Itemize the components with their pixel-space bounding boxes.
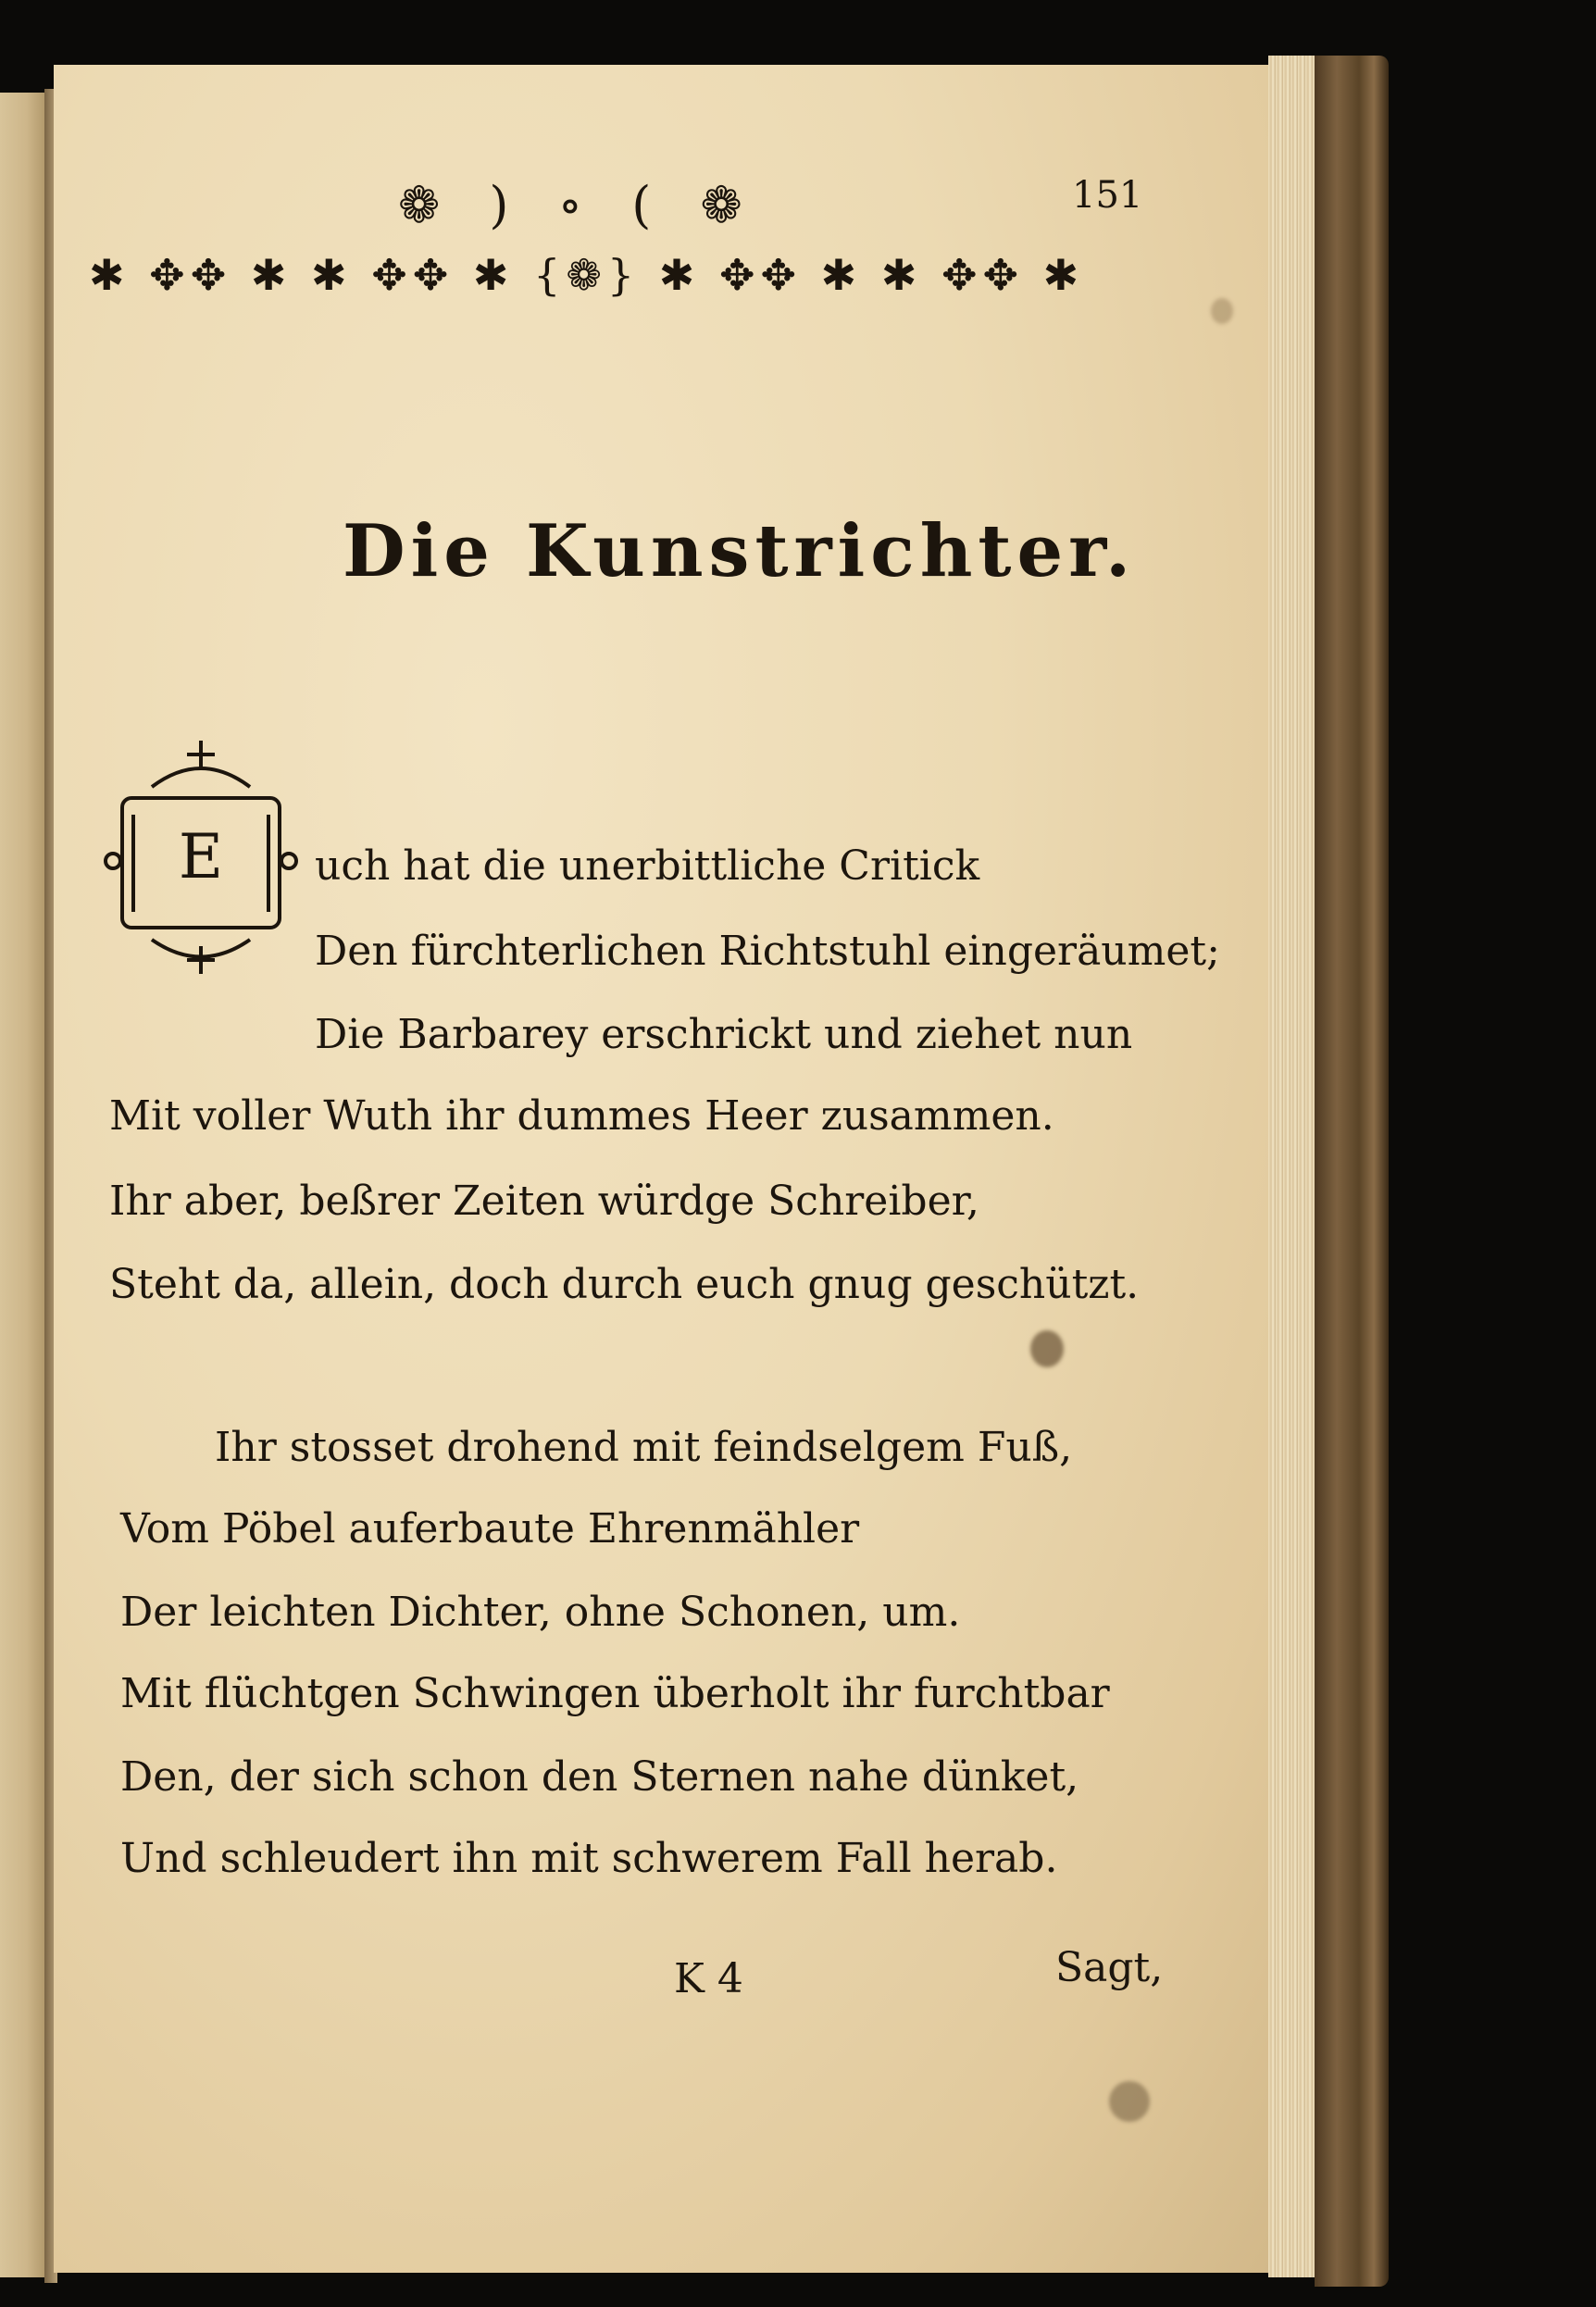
poem-line: Mit voller Wuth ihr dummes Heer zusammen. [109, 1092, 1054, 1140]
poem-line: Mit flüchtgen Schwingen überholt ihr furchtbar [120, 1670, 1110, 1717]
header-ornament: ❁ ) ∘ ( ❁ [398, 176, 759, 234]
poem-line: uch hat die unerbittliche Critick [315, 842, 980, 890]
poem-line: Vom Pöbel auferbaute Ehrenmähler [120, 1505, 860, 1553]
ink-stain [1211, 298, 1233, 324]
poem-line: Die Barbarey erschrickt und ziehet nun [315, 1011, 1133, 1058]
page-title: Die Kunstrichter. [343, 509, 1137, 593]
ornament-band: ✱ ✥✥ ✱ ✱ ✥✥ ✱ {❁} ✱ ✥✥ ✱ ✱ ✥✥ ✱ [89, 250, 1085, 300]
book-cover-edge [1315, 56, 1389, 2287]
ink-stain [1109, 2081, 1150, 2122]
page-number: 151 [1072, 174, 1143, 217]
page-fore-edge [1268, 56, 1315, 2277]
poem-line: Der leichten Dichter, ohne Schonen, um. [120, 1589, 961, 1636]
poem-line: Und schleudert ihn mit schwerem Fall herab. [120, 1835, 1058, 1882]
decorated-initial [96, 731, 305, 981]
poem-line: Den fürchterlichen Richtstuhl eingeräumet; [315, 928, 1220, 975]
page [54, 65, 1276, 2273]
initial-letter: E [178, 820, 224, 892]
catchword: Sagt, [1055, 1944, 1164, 1991]
poem-line: Den, der sich schon den Sternen nahe dünket, [120, 1753, 1079, 1801]
poem-line: Steht da, allein, doch durch euch gnug geschützt. [109, 1261, 1140, 1308]
poem-line: Ihr stosset drohend mit feindselgem Fuß, [215, 1424, 1073, 1471]
poem-line: Ihr aber, beßrer Zeiten würdge Schreiber, [109, 1178, 979, 1225]
signature-mark: K 4 [674, 1955, 743, 2002]
left-page-edge [0, 93, 44, 2277]
ink-stain [1030, 1330, 1064, 1367]
